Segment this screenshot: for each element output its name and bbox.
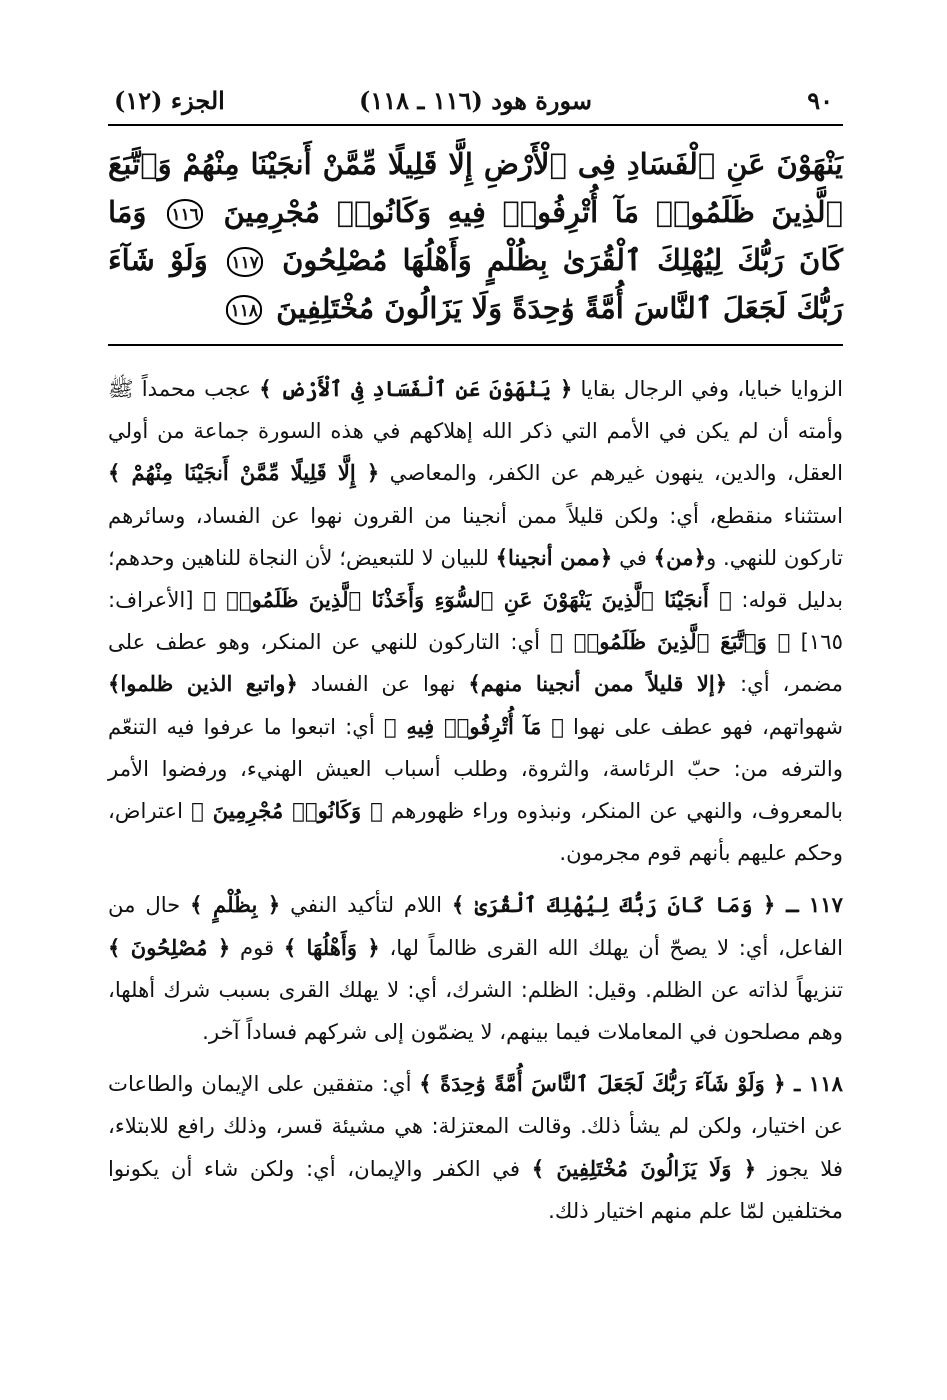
verse-117-text: وَمَا كَانَ رَبُّكَ لِيُهْلِكَ ٱلْقُرَىٰ بِظُلْمٍ وَأَهْلُهَا مُصْلِحُونَ (108, 195, 843, 277)
commentary-text: الزوايا خبايا، وفي الرجال بقايا (572, 376, 843, 401)
quote-verse: ﴿ مَآ أُتْرِفُوا۟ فِيهِ ﴾ (383, 713, 564, 739)
tafsir-commentary (108, 368, 843, 1232)
commentary-text: [الأعراف: ١٦٥] (108, 587, 843, 655)
quote-verse: ﴿ مُصْلِحُونَ ﴾ (108, 934, 231, 960)
commentary-text: قوم (230, 934, 284, 960)
commentary-text: في الكفر والإيمان، أي: ولكن شاء أن يكونوا مختلفين لمّا علم منهم اختيار ذلك. (108, 1155, 843, 1223)
verse-116-text: يَنْهَوْنَ عَنِ ٱلْفَسَادِ فِى ٱلْأَرْضِ إِلَّا قَلِيلًا مِّمَّنْ أَنجَيْنَا مِنْهُمْ وَٱتَّبَعَ ٱلَّذِينَ ظَلَمُوا۟ مَآ أُتْرِفُوا۟ فِيهِ وَكَانُوا۟ مُجْرِمِينَ (108, 147, 843, 229)
quran-verses (108, 140, 843, 332)
quote-verse: ﴿ممن أنجينا﴾ (495, 544, 613, 570)
commentary-text: أي: اتبعوا ما عرفوا فيه التنعّم والترفه من: حبّ الرئاسة، والثروة، وطلب أسباب العيش الهنيء، ورفضوا الأمر بالمعروف، والنهي عن المنكر، ونبذوه وراء ظهورهم (108, 713, 843, 824)
quote-verse: ﴿ وَمَا كَانَ رَبُّكَ لِيُهْلِكَ ٱلْقُرَىٰ ﴾ (451, 892, 776, 918)
header-divider (108, 124, 843, 126)
ayah-number-116: ١١٦ (167, 199, 203, 229)
commentary-text: عجب محمداً ﷺ وأمته أن لم يكن في الأمم التي ذكر الله إهلاكهم في هذه السورة جماعة من أولي العقل، والدين، ينهون غيرهم عن الكفر، والمعاصي (108, 376, 843, 486)
quote-verse: ﴿ أَنجَيْنَا ٱلَّذِينَ يَنْهَوْنَ عَنِ ٱلسُّوٓءِ وَأَخَذْنَا ٱلَّذِينَ ظَلَمُوا۟ ﴾ (203, 587, 732, 613)
verse-118-text: وَلَوْ شَآءَ رَبُّكَ لَجَعَلَ ٱلنَّاسَ أُمَّةً وَٰحِدَةً وَلَا يَزَالُونَ مُخْتَلِفِينَ (108, 243, 843, 325)
commentary-text: في (612, 544, 654, 570)
verses-divider (108, 344, 843, 346)
commentary-text: نهوا عن الفساد (297, 671, 469, 697)
commentary-text: استثناء منقطع، أي: ولكن قليلاً ممن أنجينا من القرون نهوا عن الفساد، وسائرهم تاركون للنهي. و (108, 502, 844, 570)
commentary-text: أي: متفقين على الإيمان والطاعات عن اختيار، ولكن لم يشأ ذلك. وقالت المعتزلة: هي مشيئة قسر، وذلك رافع للابتلاء، فلا يجوز (108, 1071, 843, 1181)
commentary-text: حال من الفاعل، أي: لا يصحّ أن يهلك الله القرى ظالماً لها، (108, 892, 844, 960)
quote-verse: ﴿ وَلَوْ شَآءَ رَبُّكَ لَجَعَلَ ٱلنَّاسَ أُمَّةً وَٰحِدَةً ﴾ (419, 1071, 786, 1097)
quote-verse: ﴿ بِظُلْمٍ ﴾ (190, 892, 281, 918)
commentary-text: أي: التاركون للنهي عن المنكر، وهو عطف على مضمر، أي: (108, 629, 843, 697)
page-header (108, 84, 843, 120)
surah-title: سورة هود (١١٦ ـ ١١٨) (359, 86, 592, 115)
quote-verse: ﴿ يَنْهَوْنَ عَنِ ٱلْفَسَادِ فِى ٱلْأَرْضِ ﴾ (259, 376, 573, 401)
juz-label: الجزء (١٢) (114, 86, 225, 115)
quote-verse: ﴿من﴾ (653, 544, 706, 570)
verse-number-label: ١١٨ ـ (785, 1071, 843, 1097)
page-number: ٩٠ (807, 86, 833, 115)
commentary-text: تنزيهاً لذاته عن الظلم. وقيل: الظلم: الشرك، أي: لا يهلك القرى بسبب شرك أهلها، وهم مصلحون في المعاملات فيما بينهم، لا يضمّون إلى شركهم فساداً آخر. (108, 976, 843, 1045)
commentary-paragraph-117 (108, 884, 843, 1053)
commentary-paragraph-116 (108, 368, 843, 874)
book-page (108, 84, 843, 1314)
quote-verse: ﴿ وَلَا يَزَالُونَ مُخْتَلِفِينَ ﴾ (531, 1155, 757, 1181)
verse-number-label: ١١٧ ـ (775, 892, 844, 918)
quote-verse: ﴿ وَكَانُوا۟ مُجْرِمِينَ ﴾ (191, 798, 383, 824)
commentary-text: شهواتهم، فهو عطف على نهوا (563, 713, 843, 739)
quote-verse: ﴿ وَأَهْلُهَا ﴾ (283, 934, 380, 960)
commentary-text: اللام لتأكيد النفي (280, 892, 452, 918)
ayah-number-117: ١١٧ (227, 247, 263, 277)
quote-verse: ﴿ وَٱتَّبَعَ ٱلَّذِينَ ظَلَمُوا۟ ﴾ (550, 629, 791, 655)
quote-verse: ﴿واتبع الذين ظلموا﴾ (108, 671, 298, 697)
commentary-paragraph-118 (108, 1063, 843, 1232)
quote-verse: ﴿ إِلَّا قَلِيلًا مِّمَّنْ أَنجَيْنَا مِنْهُمْ ﴾ (108, 460, 380, 486)
commentary-text: للبيان لا للتبعيض؛ لأن النجاة للناهين وحدهم؛ بدليل قوله: (108, 544, 843, 613)
commentary-text: اعتراض، وحكم عليهم بأنهم قوم مجرمون. (108, 798, 843, 866)
ayah-number-118: ١١٨ (226, 295, 262, 325)
quote-verse: ﴿إلا قليلاً ممن أنجينا منهم﴾ (468, 671, 728, 697)
